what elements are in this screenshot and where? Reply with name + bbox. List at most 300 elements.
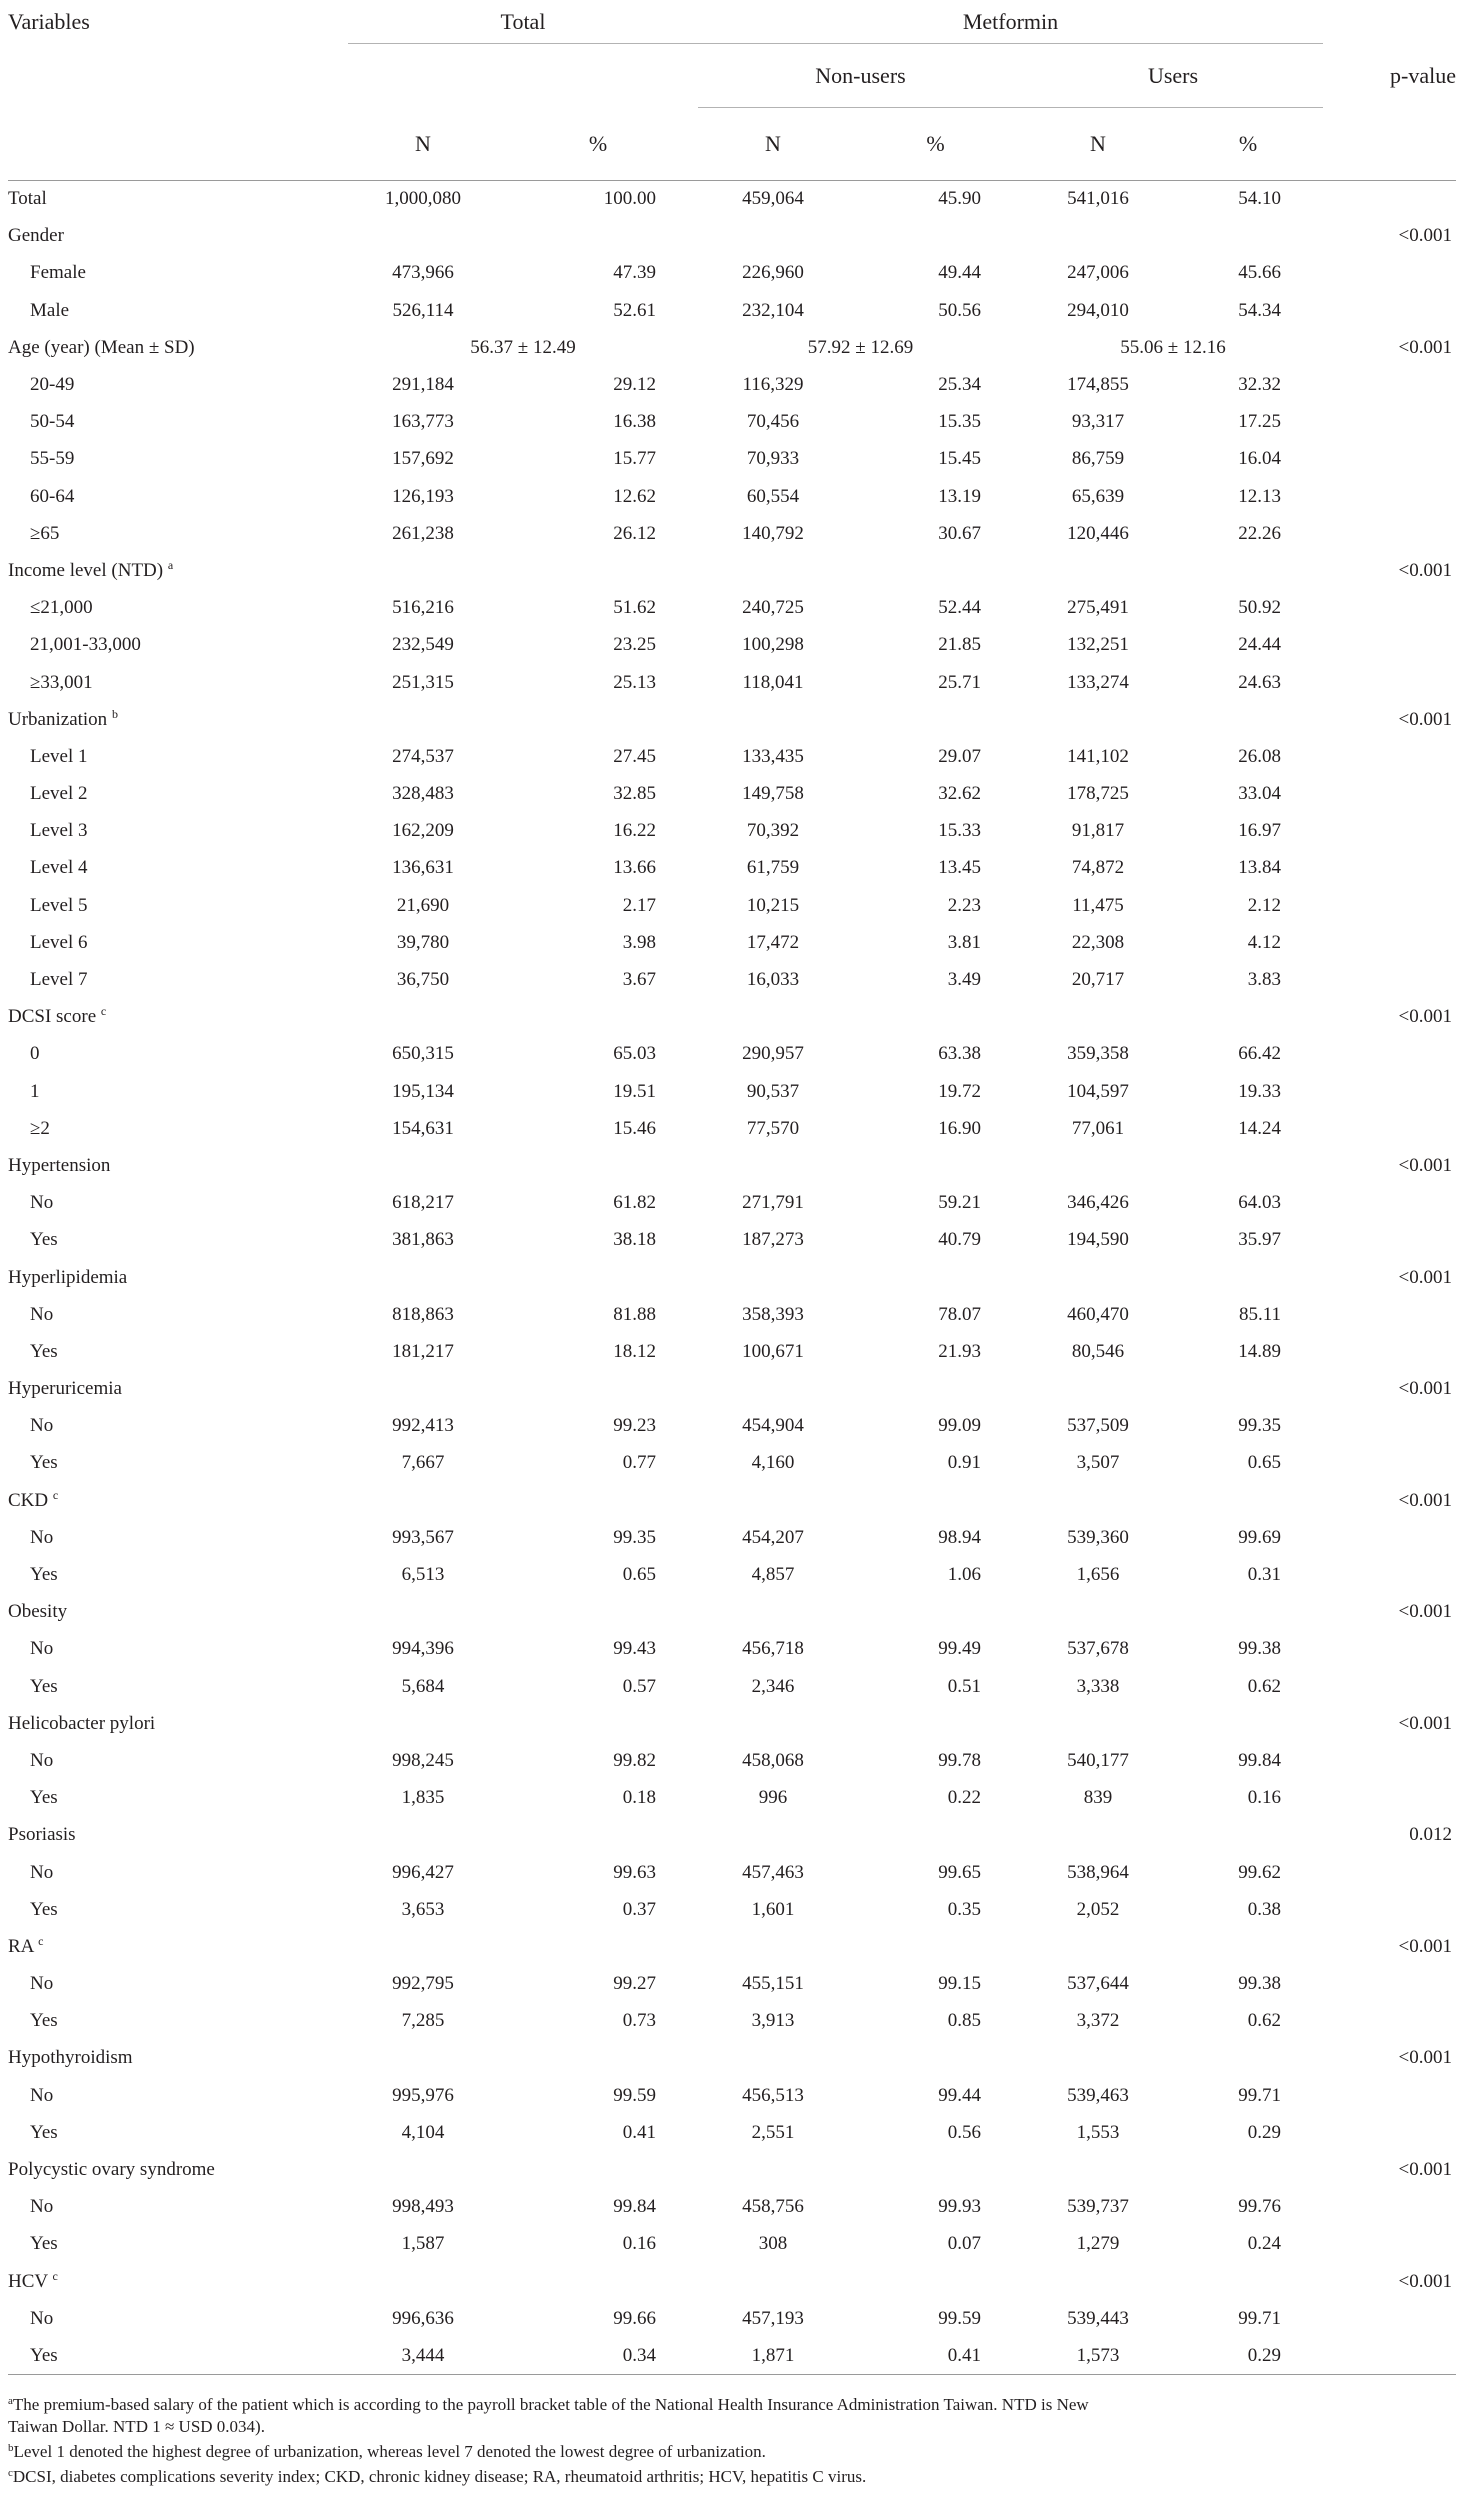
footnote-marker: c <box>52 1487 59 1502</box>
row-label <box>8 2226 348 2263</box>
footnote-mark: c <box>8 2467 13 2479</box>
row-label-text: ≤21,000 <box>30 597 93 619</box>
non-users-n: 240,725 <box>742 597 804 619</box>
row-label-text: No <box>30 2196 54 2218</box>
row-label <box>8 999 348 1036</box>
p-value <box>1323 1408 1456 1445</box>
non-users-pct: 25.71 <box>938 671 981 693</box>
p-value <box>1323 1073 1456 1110</box>
table-row <box>8 1110 1456 1147</box>
row-label <box>8 590 348 627</box>
p-value: 0.012 <box>1409 1824 1453 1846</box>
non-users-pct: 99.59 <box>938 2307 981 2329</box>
non-users-n: 100,671 <box>742 1340 804 1362</box>
total-n: 4,104 <box>401 2121 445 2143</box>
non-users-pct: 21.93 <box>938 1340 981 1362</box>
header-pct: % <box>498 108 698 181</box>
total-pct: 0.37 <box>622 1898 656 1920</box>
p-value <box>1323 255 1456 292</box>
table-footnotes <box>8 2394 1128 2491</box>
row-label <box>8 701 348 738</box>
row-label-text: Obesity <box>8 1601 68 1623</box>
non-users-n: 996 <box>758 1787 788 1809</box>
non-users-n: 70,933 <box>746 448 800 470</box>
users-pct: 4.12 <box>1247 931 1282 953</box>
total-pct: 99.27 <box>613 1973 656 1995</box>
table-row <box>8 1891 1456 1928</box>
users-n: 77,061 <box>1071 1117 1125 1139</box>
users-pct: 85.11 <box>1238 1303 1282 1325</box>
users-n: 133,274 <box>1067 671 1129 693</box>
users-pct: 0.24 <box>1247 2233 1282 2255</box>
footnote <box>8 2441 1128 2463</box>
users-pct: 2.12 <box>1247 894 1282 916</box>
total-pct: 0.16 <box>622 2233 656 2255</box>
table-row <box>8 1333 1456 1370</box>
total-pct: 19.51 <box>613 1080 656 1102</box>
non-users-n: 100,298 <box>742 634 804 656</box>
p-value: <0.001 <box>1398 1489 1453 1511</box>
table-row <box>8 478 1456 515</box>
total-pct: 18.12 <box>613 1340 656 1362</box>
total-n: 195,134 <box>392 1080 454 1102</box>
users-n: 275,491 <box>1067 597 1129 619</box>
p-value <box>1323 366 1456 403</box>
total-pct: 26.12 <box>613 522 656 544</box>
users-n: 104,597 <box>1067 1080 1129 1102</box>
p-value: <0.001 <box>1398 1935 1453 1957</box>
row-label <box>8 1817 348 1854</box>
table-row <box>8 2300 1456 2337</box>
p-value <box>1323 2114 1456 2151</box>
row-label <box>8 2263 348 2300</box>
row-label <box>8 1742 348 1779</box>
row-label-text: Total <box>8 188 47 210</box>
non-users-pct: 78.07 <box>938 1303 981 1325</box>
non-users-n: 90,537 <box>746 1080 800 1102</box>
p-value <box>1323 887 1456 924</box>
baseline-characteristics-table <box>8 0 1456 2375</box>
table-row <box>8 1780 1456 1817</box>
users-n: 74,872 <box>1071 857 1125 879</box>
table-row <box>8 441 1456 478</box>
row-label <box>8 1259 348 1296</box>
users-pct: 24.44 <box>1238 634 1282 656</box>
table-row <box>8 2003 1456 2040</box>
users-n: 1,573 <box>1023 2337 1173 2374</box>
total-pct: 47.39 <box>613 262 656 284</box>
p-value <box>1323 181 1456 218</box>
row-label-text: Yes <box>30 1229 58 1251</box>
users-pct: 3.83 <box>1247 969 1282 991</box>
non-users-pct: 0.22 <box>947 1787 981 1809</box>
non-users-pct: 0.41 <box>848 2337 1023 2374</box>
non-users-n: 456,718 <box>742 1638 804 1660</box>
total-pct: 0.73 <box>622 2010 656 2032</box>
non-users-n: 454,904 <box>742 1415 804 1437</box>
total-pct: 99.84 <box>613 2196 656 2218</box>
total-n: 163,773 <box>392 411 454 433</box>
row-label-text: No <box>30 1638 54 1660</box>
row-label <box>8 1073 348 1110</box>
row-label-text: 1 <box>30 1080 40 1102</box>
p-value <box>1323 1742 1456 1779</box>
table-row <box>8 1222 1456 1259</box>
total-n: 3,653 <box>401 1898 445 1920</box>
users-pct: 14.89 <box>1238 1340 1282 1362</box>
total-n: 996,636 <box>392 2307 454 2329</box>
users-n: 93,317 <box>1071 411 1125 433</box>
users-pct: 0.62 <box>1247 2010 1282 2032</box>
users-n: 120,446 <box>1067 522 1129 544</box>
row-label <box>8 1333 348 1370</box>
total-pct: 0.18 <box>622 1787 656 1809</box>
p-value: <0.001 <box>1398 1266 1453 1288</box>
non-users-pct: 0.07 <box>947 2233 981 2255</box>
total-pct: 12.62 <box>613 485 656 507</box>
p-value <box>1323 1222 1456 1259</box>
users-n: 91,817 <box>1071 820 1125 842</box>
non-users-pct: 98.94 <box>938 1526 981 1548</box>
p-value <box>1323 1296 1456 1333</box>
non-users-pct: 40.79 <box>938 1229 981 1251</box>
row-label <box>8 181 348 218</box>
row-label <box>8 1556 348 1593</box>
total-n: 998,493 <box>392 2196 454 2218</box>
users-n: 141,102 <box>1067 745 1129 767</box>
p-value <box>1323 2003 1456 2040</box>
non-users-pct: 49.44 <box>938 262 981 284</box>
total-n: 136,631 <box>392 857 454 879</box>
non-users-n: 4,160 <box>751 1452 795 1474</box>
users-n: 346,426 <box>1067 1192 1129 1214</box>
table-row <box>8 1742 1456 1779</box>
total-pct: 99.66 <box>613 2307 656 2329</box>
total-pct: 32.85 <box>613 783 656 805</box>
non-users-pct: 63.38 <box>938 1043 981 1065</box>
total-pct: 13.66 <box>613 857 656 879</box>
users-pct: 99.69 <box>1238 1526 1282 1548</box>
total-n: 162,209 <box>392 820 454 842</box>
users-pct: 54.34 <box>1238 299 1282 321</box>
users-pct: 12.13 <box>1238 485 1282 507</box>
p-value <box>1323 1445 1456 1482</box>
row-label <box>8 1185 348 1222</box>
row-label-text: No <box>30 2307 54 2329</box>
p-value: <0.001 <box>1398 2270 1453 2292</box>
row-label <box>8 2189 348 2226</box>
non-users-pct: 15.45 <box>938 448 981 470</box>
row-label-text: Age (year) (Mean ± SD) <box>8 336 195 358</box>
users-pct: 13.84 <box>1238 857 1282 879</box>
row-label <box>8 2077 348 2114</box>
total-n: 992,795 <box>392 1973 454 1995</box>
users-pct: 0.29 <box>1247 2121 1282 2143</box>
table-row <box>8 2263 1456 2300</box>
p-value: <0.001 <box>1398 2047 1453 2069</box>
p-value <box>1323 590 1456 627</box>
total-pct: 38.18 <box>613 1229 656 1251</box>
p-value: <0.001 <box>1398 336 1453 358</box>
table-row <box>8 999 1456 1036</box>
row-label <box>8 1222 348 1259</box>
total-pct: 2.17 <box>622 894 656 916</box>
non-users-n: 1,871 <box>698 2337 848 2374</box>
p-value <box>1323 813 1456 850</box>
header-total: Total <box>348 0 698 44</box>
p-value <box>1323 2226 1456 2263</box>
table-row <box>8 1928 1456 1965</box>
total-n: 650,315 <box>392 1043 454 1065</box>
p-value: <0.001 <box>1398 1154 1453 1176</box>
row-label-text: Yes <box>30 2344 58 2366</box>
table-row <box>8 627 1456 664</box>
header-n: N <box>1023 108 1173 181</box>
users-n: 537,509 <box>1067 1415 1129 1437</box>
row-label-text: RA <box>8 1935 34 1957</box>
non-users-n: 16,033 <box>746 969 800 991</box>
non-users-n: 149,758 <box>742 783 804 805</box>
users-pct: 16.04 <box>1238 448 1282 470</box>
row-label <box>8 1966 348 2003</box>
row-label-text: Level 1 <box>30 745 88 767</box>
non-users-pct: 99.49 <box>938 1638 981 1660</box>
row-label <box>8 255 348 292</box>
row-label <box>8 2151 348 2188</box>
header-metformin: Metformin <box>698 0 1323 44</box>
table-row <box>8 1817 1456 1854</box>
total-n: 39,780 <box>396 931 450 953</box>
row-label-text: 21,001-33,000 <box>30 634 141 656</box>
users-n: 22,308 <box>1071 931 1125 953</box>
non-users-n: 458,756 <box>742 2196 804 2218</box>
non-users-pct: 0.51 <box>947 1675 981 1697</box>
table-row <box>8 2337 1456 2374</box>
total-n: 473,966 <box>392 262 454 284</box>
p-value <box>1323 1891 1456 1928</box>
row-label <box>8 1705 348 1742</box>
row-label-text: No <box>30 1861 54 1883</box>
non-users-n: 118,041 <box>742 671 804 693</box>
users-n: 539,360 <box>1067 1526 1129 1548</box>
row-label <box>8 850 348 887</box>
users-pct: 64.03 <box>1238 1192 1282 1214</box>
total-n: 818,863 <box>392 1303 454 1325</box>
total-pct: 99.63 <box>613 1861 656 1883</box>
total-n: 618,217 <box>392 1192 454 1214</box>
p-value <box>1323 2337 1456 2374</box>
row-label <box>8 1445 348 1482</box>
total-pct: 25.13 <box>613 671 656 693</box>
users-n: 20,717 <box>1071 969 1125 991</box>
non-users-pct: 32.62 <box>938 783 981 805</box>
non-users-pct: 30.67 <box>938 522 981 544</box>
total-n: 1,835 <box>401 1787 445 1809</box>
footnote-mark: b <box>8 2442 14 2454</box>
total-n: 998,245 <box>392 1749 454 1771</box>
non-users-n: 140,792 <box>742 522 804 544</box>
users-pct: 99.62 <box>1238 1861 1282 1883</box>
table-row <box>8 292 1456 329</box>
non-users-pct: 99.65 <box>938 1861 981 1883</box>
row-label-text: Level 5 <box>30 894 88 916</box>
non-users-pct: 45.90 <box>938 188 981 210</box>
total-n: 232,549 <box>392 634 454 656</box>
row-label <box>8 961 348 998</box>
total-pct: 15.46 <box>613 1117 656 1139</box>
users-pct: 14.24 <box>1238 1117 1282 1139</box>
row-label-text: Helicobacter pylori <box>8 1712 156 1734</box>
non-users-n: 70,456 <box>746 411 800 433</box>
non-users-n: 60,554 <box>746 485 800 507</box>
total-pct: 0.57 <box>622 1675 656 1697</box>
users-pct: 0.65 <box>1247 1452 1282 1474</box>
row-label <box>8 1891 348 1928</box>
total-pct: 29.12 <box>613 374 656 396</box>
total-pct: 3.67 <box>622 969 656 991</box>
users-pct: 45.66 <box>1238 262 1282 284</box>
total-pct: 0.41 <box>622 2121 656 2143</box>
p-value <box>1323 961 1456 998</box>
header-users: Users <box>1023 44 1323 108</box>
total-pct: 0.77 <box>622 1452 656 1474</box>
table-row <box>8 1705 1456 1742</box>
non-users-pct: 99.09 <box>938 1415 981 1437</box>
non-users-n: 290,957 <box>742 1043 804 1065</box>
total-n: 516,216 <box>392 597 454 619</box>
row-label-text: No <box>30 1526 54 1548</box>
p-value: <0.001 <box>1398 1006 1453 1028</box>
non-users-n: 70,392 <box>746 820 800 842</box>
row-label <box>8 887 348 924</box>
p-value <box>1323 1780 1456 1817</box>
row-label-text: Polycystic ovary syndrome <box>8 2159 215 2181</box>
total-n: 526,114 <box>392 299 454 321</box>
non-users-pct: 0.35 <box>947 1898 981 1920</box>
table-row <box>8 2114 1456 2151</box>
total-n: 381,863 <box>392 1229 454 1251</box>
table-row <box>8 924 1456 961</box>
non-users-pct: 99.93 <box>938 2196 981 2218</box>
total-pct: 81.88 <box>613 1303 656 1325</box>
p-value <box>1323 2077 1456 2114</box>
total-n: 6,513 <box>401 1564 445 1586</box>
row-label <box>8 776 348 813</box>
row-label <box>8 664 348 701</box>
non-users-n: 1,601 <box>751 1898 795 1920</box>
users-n: 3,338 <box>1076 1675 1120 1697</box>
footnote-text: DCSI, diabetes complications severity index; CKD, chronic kidney disease; RA, rheumatoid arthritis; HCV, hepatitis C virus. <box>12 2467 867 2486</box>
p-value <box>1323 404 1456 441</box>
p-value <box>1323 1110 1456 1147</box>
row-label <box>8 329 348 366</box>
table-row <box>8 813 1456 850</box>
header-n: N <box>698 108 848 181</box>
total-n: 7,285 <box>401 2010 445 2032</box>
row-label-text: Urbanization <box>8 708 108 730</box>
p-value <box>1323 441 1456 478</box>
row-label <box>8 1594 348 1631</box>
total-n: 996,427 <box>392 1861 454 1883</box>
non-users-n: 2,346 <box>751 1675 795 1697</box>
footnote-marker: c <box>38 1933 44 1948</box>
table-row <box>8 218 1456 255</box>
users-n: 1,279 <box>1076 2233 1120 2255</box>
users-pct: 24.63 <box>1238 671 1282 693</box>
p-value <box>1323 292 1456 329</box>
row-label <box>8 1668 348 1705</box>
p-value: <0.001 <box>1398 708 1453 730</box>
users-n: 537,678 <box>1067 1638 1129 1660</box>
users-n: 11,475 <box>1072 894 1124 916</box>
total-pct: 23.25 <box>613 634 656 656</box>
users-n: 2,052 <box>1076 1898 1120 1920</box>
users-n: 247,006 <box>1067 262 1129 284</box>
row-label <box>8 1036 348 1073</box>
table-row <box>8 2226 1456 2263</box>
total-n: 3,444 <box>348 2337 498 2374</box>
row-label-text: Hypothyroidism <box>8 2047 133 2069</box>
row-label <box>8 813 348 850</box>
p-value <box>1323 1036 1456 1073</box>
non-users-n: 458,068 <box>742 1749 804 1771</box>
row-label <box>8 441 348 478</box>
non-users-pct: 13.19 <box>938 485 981 507</box>
users-pct: 22.26 <box>1238 522 1282 544</box>
p-value <box>1323 1556 1456 1593</box>
footnote-marker: c <box>100 1004 107 1019</box>
non-users-pct: 29.07 <box>938 745 981 767</box>
p-value: <0.001 <box>1398 2159 1453 2181</box>
table-row <box>8 664 1456 701</box>
non-users-pct: 50.56 <box>938 299 981 321</box>
row-label <box>8 1854 348 1891</box>
users-pct: 99.84 <box>1238 1749 1282 1771</box>
table-row <box>8 1966 1456 2003</box>
users-n: 174,855 <box>1067 374 1129 396</box>
row-label <box>8 515 348 552</box>
mean-non-users: 57.92 ± 12.69 <box>807 336 914 358</box>
total-n: 7,667 <box>401 1452 445 1474</box>
users-n: 538,964 <box>1067 1861 1129 1883</box>
footnote-text: The premium-based salary of the patient which is according to the payroll bracket table of the National Health Insurance Administration Taiwan. NTD is New Taiwan Dollar. NTD 1 ≈ USD 0.034). <box>8 2395 1089 2436</box>
p-value <box>1323 1631 1456 1668</box>
non-users-n: 2,551 <box>751 2121 795 2143</box>
users-n: 65,639 <box>1071 485 1125 507</box>
users-pct: 26.08 <box>1238 745 1282 767</box>
p-value <box>1323 2300 1456 2337</box>
row-label <box>8 1519 348 1556</box>
non-users-n: 459,064 <box>742 188 804 210</box>
non-users-n: 187,273 <box>742 1229 804 1251</box>
p-value: <0.001 <box>1398 1601 1453 1623</box>
non-users-n: 456,513 <box>742 2084 804 2106</box>
users-n: 839 <box>1083 1787 1113 1809</box>
row-label-text: Female <box>30 262 86 284</box>
non-users-pct: 2.23 <box>947 894 981 916</box>
table-row <box>8 1594 1456 1631</box>
non-users-pct: 19.72 <box>938 1080 981 1102</box>
table-row <box>8 366 1456 403</box>
row-label <box>8 552 348 589</box>
table-row <box>8 1556 1456 1593</box>
total-pct: 3.98 <box>622 931 656 953</box>
table-row <box>8 181 1456 218</box>
table-row <box>8 850 1456 887</box>
row-label-text: Yes <box>30 2121 58 2143</box>
table-row <box>8 738 1456 775</box>
users-pct: 19.33 <box>1238 1080 1282 1102</box>
